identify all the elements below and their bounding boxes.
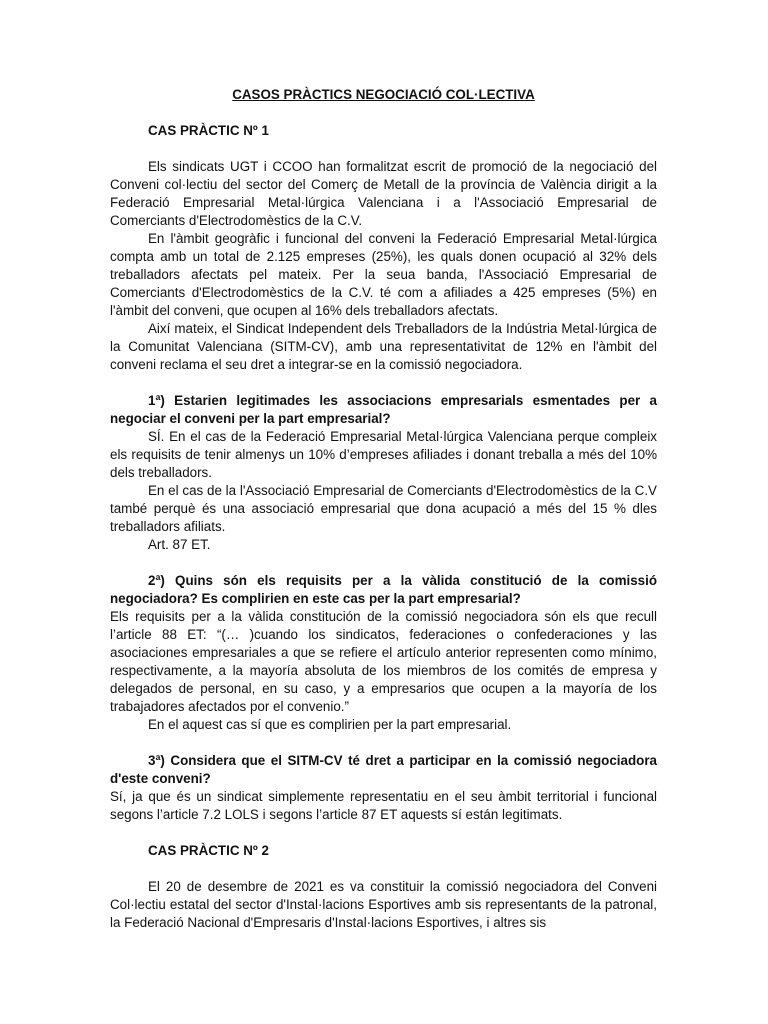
answer-3-paragraph-1: Sí, ja que és un sindicat simplemente representatiu en el seu àmbit territorial i funcional segons l’article 7.2 LOLS i segons l’article 87 ET aquests sí están legitimats.	[110, 789, 657, 822]
case-2-paragraph-1: El 20 de desembre de 2021 es va constituir la comissió negociadora del Conveni Col·lectiu estatal del sector d'Instal·lacions Esportives amb sis representants de la patronal, la Federació Nacional d'Empresaris d'Instal·lacions Esportives, i altres sis	[110, 879, 657, 930]
answer-2-paragraph-2: En el aquest cas sí que es complirien per la part empresarial.	[148, 717, 512, 732]
document-title: CASOS PRÀCTICS NEGOCIACIÓ COL·LECTIVA	[232, 87, 535, 102]
spacer	[110, 374, 657, 392]
question-2: 2ª) Quins són els requisits per a la vàlida constitució de la comissió negociadora? Es complirien en este cas per la part empresarial?	[110, 573, 657, 606]
answer-1-paragraph-2: En el cas de la l'Associació Empresarial de Comerciants d'Electrodomèstics de la C.V també perquè és una associació empresarial que dona acupació a més del 15 % dles treballadors afiliats.	[110, 483, 657, 534]
case-1-paragraph-1: Els sindicats UGT i CCOO han formalitzat escrit de promoció de la negociació del Conveni col·lectiu del sector del Comerç de Metall de la província de València dirigit a la Federació Empresarial Metal·lúrgica Valenciana i a l'Associació Empresarial de Comerciants d'Electrodomèstics de la C.V.	[110, 159, 657, 228]
question-1: 1ª) Estarien legitimades les associacions empresarials esmentades per a negociar el conveni per la part empresarial?	[110, 393, 657, 426]
case-2-heading: CAS PRÀCTIC Nº 2	[148, 843, 269, 858]
case-1-paragraph-2: En l'àmbit geogràfic i funcional del conveni la Federació Empresarial Metal·lúrgica compta amb un total de 2.125 empreses (25%), les quals donen ocupació al 32% dels treballadors afectats pel mateix. Per la seua banda, l'Associació Empresarial de Comerciants d'Electrodomèstics de la C.V. té com a afiliades a 425 empreses (5%) en l'àmbit del conveni, que ocupen al 16% dels treballadors afectats.	[110, 231, 657, 318]
spacer	[110, 824, 657, 842]
answer-2-paragraph-1: Els requisits per a la vàlida constitución de la comissió negociadora són els que recull l’article 88 ET: “(… )cuando los sindicatos, federaciones o confederaciones y las asociaciones empresariales a que se refiere el artículo anterior representen como mínimo, respectivamente, a la mayoría absoluta de los miembros de los comités de empresa y delegados de personal, en su caso, y a empresarios que ocupen a la mayoría de los trabajadores afectados por el convenio.”	[110, 609, 657, 714]
case-1-heading: CAS PRÀCTIC Nº 1	[148, 123, 269, 138]
question-3: 3ª) Considera que el SITM-CV té dret a participar en la comissió negociadora d'este conveni?	[110, 753, 657, 786]
answer-1-reference: Art. 87 ET.	[148, 537, 211, 552]
case-1-paragraph-3: Així mateix, el Sindicat Independent dels Treballadors de la Indústria Metal·lúrgica de la Comunitat Valenciana (SITM-CV), amb una representativitat de 12% en l'àmbit del conveni reclama el seu dret a integrar-se en la comissió negociadora.	[110, 321, 657, 372]
spacer	[110, 734, 657, 752]
spacer	[110, 554, 657, 572]
answer-1-paragraph-1: SÍ. En el cas de la Federació Empresarial Metal·lúrgica Valenciana perque compleix els requisits de tenir almenys un 10% d’empreses afiliades i donant treballa a més del 10% dels treballadors.	[110, 429, 657, 480]
